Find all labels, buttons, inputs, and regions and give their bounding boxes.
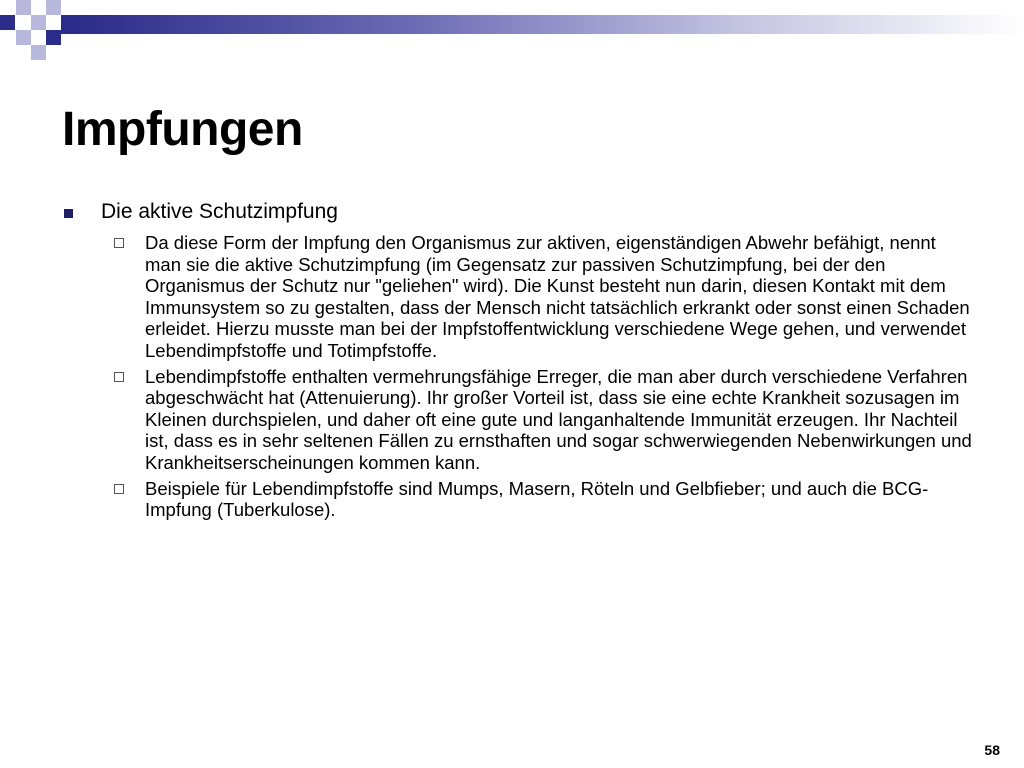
bullet-level-2 <box>145 232 972 362</box>
deco-square <box>31 45 46 60</box>
deco-square <box>61 15 77 34</box>
bullet-level-1 <box>62 198 972 226</box>
section-heading: Die aktive Schutzimpfung <box>101 200 338 223</box>
deco-square <box>46 0 61 15</box>
bullet-level-2 <box>145 478 972 521</box>
header-decoration <box>0 0 1024 70</box>
paragraph-text: Da diese Form der Impfung den Organismus zur aktiven, eigenständigen Abwehr befähigt, nennt man sie die aktive Schutzimpfung (im Gegensatz zur passiven Schutzimpfung, bei der den Organismus der Schutz nur "geliehen" wird). Die Kunst besteht nun darin, diesen Kontakt mit dem Immunsystem so zu gestalten, dass der Mensch nicht tatsächlich erkrankt oder sonst einen Schaden erleidet. Hierzu musste man bei der Impfstoffentwicklung verschiedene Wege gehen, und verwendet Lebendimpfstoffe und Totimpfstoffe. <box>145 232 970 361</box>
page-number: 58 <box>984 742 1000 758</box>
deco-square <box>0 15 15 30</box>
header-gradient-bar <box>77 15 1024 34</box>
deco-square <box>16 0 31 15</box>
paragraph-text: Beispiele für Lebendimpfstoffe sind Mumps, Masern, Röteln und Gelbfieber; und auch die BCG-Impfung (Tuberkulose). <box>145 477 929 521</box>
hollow-square-bullet-icon <box>114 484 124 494</box>
bullet-level-2 <box>145 366 972 474</box>
slide-content <box>62 198 972 521</box>
hollow-square-bullet-icon <box>114 372 124 382</box>
paragraph-text: Lebendimpfstoffe enthalten vermehrungsfähige Erreger, die man aber durch verschiedene Verfahren abgeschwächt hat (Attenuierung). Ihr großer Vorteil ist, dass sie eine echte Krankheit sozusagen im Kleinen durchspielen, und daher oft eine gute und langanhaltende Immunität erzeugen. Ihr Nachteil ist, dass es in sehr seltenen Fällen zu ernsthaften und sogar schwerwiegenden Nebenwirkungen und Krankheitserscheinungen kommen kann. <box>145 365 972 473</box>
hollow-square-bullet-icon <box>114 238 124 248</box>
page-title: Impfungen <box>62 103 303 156</box>
deco-square <box>46 30 61 45</box>
square-bullet-icon <box>64 209 73 218</box>
deco-square <box>16 30 31 45</box>
deco-square <box>31 15 46 30</box>
